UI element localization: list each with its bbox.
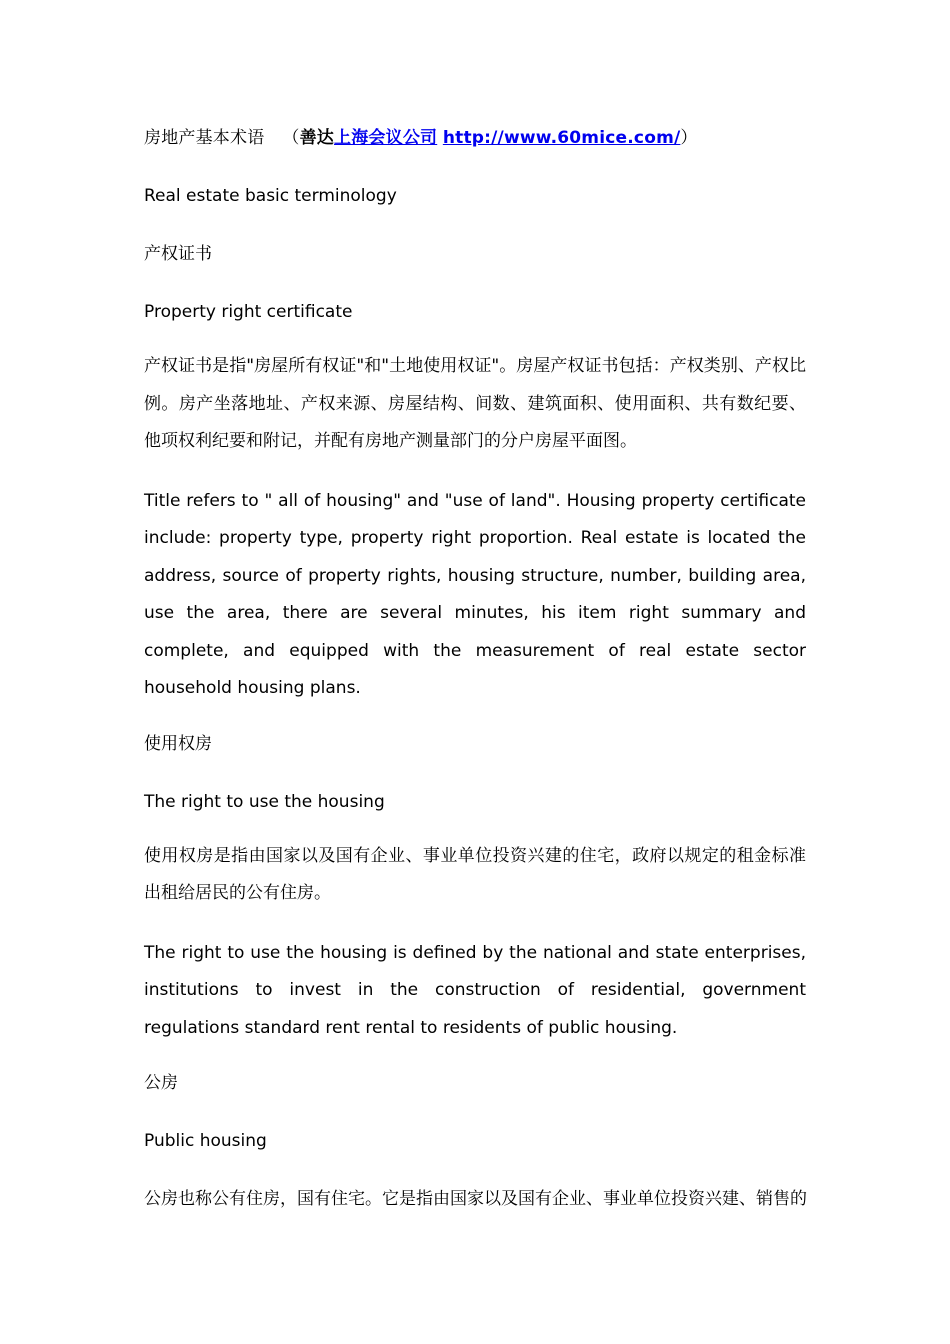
document-body	[144, 124, 806, 1213]
term-heading-property-certificate-en: Property right certificate	[144, 302, 353, 322]
definition-property-certificate-zh: 产权证书是指"房屋所有权证"和"土地使用权证"。房屋产权证书包括：产权类别、产权比例。房产坐落地址、产权来源、房屋结构、间数、建筑面积、使用面积、共有数纪要、他项权利纪要和附记，并配有房地产测量部门的分户房屋平面图。	[144, 356, 806, 451]
english-title: Real estate basic terminology	[144, 186, 397, 206]
definition-use-right-housing-zh: 使用权房是指由国家以及国有企业、事业单位投资兴建的住宅，政府以规定的租金标准出租给居民的公有住房。	[144, 845, 806, 903]
term-heading-public-housing: 公房	[144, 1073, 178, 1093]
definition-use-right-housing-en: The right to use the housing is defined by the national and state enterprises, institutions to invest in the construction of residential, government regulations standard rent rental to residents of public housing.	[144, 942, 806, 1038]
company-link[interactable]: 上海会议公司	[334, 128, 438, 148]
website-link[interactable]: http://www.60mice.com/	[442, 128, 681, 148]
definition-property-certificate-en: Title refers to " all of housing" and "use of land". Housing property certificate include: property type, property right proportion. Real estate is located the address, source of property rights, housing structure, number, building area, use the area, there are several minutes, his item right summary and complete, and equipped with the measurement of real estate sector household housing plans.	[144, 490, 806, 698]
open-paren: （	[282, 128, 300, 148]
company-prefix: 善达	[299, 128, 335, 148]
term-heading-public-housing-en: Public housing	[144, 1131, 267, 1151]
term-heading-property-certificate: 产权证书	[144, 244, 212, 264]
term-heading-use-right-housing: 使用权房	[144, 733, 212, 754]
definition-public-housing-zh: 公房也称公有住房，国有住宅。它是指由国家以及国有企业、事业单位投资兴建、销售的	[144, 1189, 807, 1209]
close-paren: ）	[680, 128, 698, 148]
document-title: 房地产基本术语	[144, 128, 265, 148]
document-title-line	[144, 124, 806, 152]
term-heading-use-right-housing-en: The right to use the housing	[144, 791, 385, 812]
